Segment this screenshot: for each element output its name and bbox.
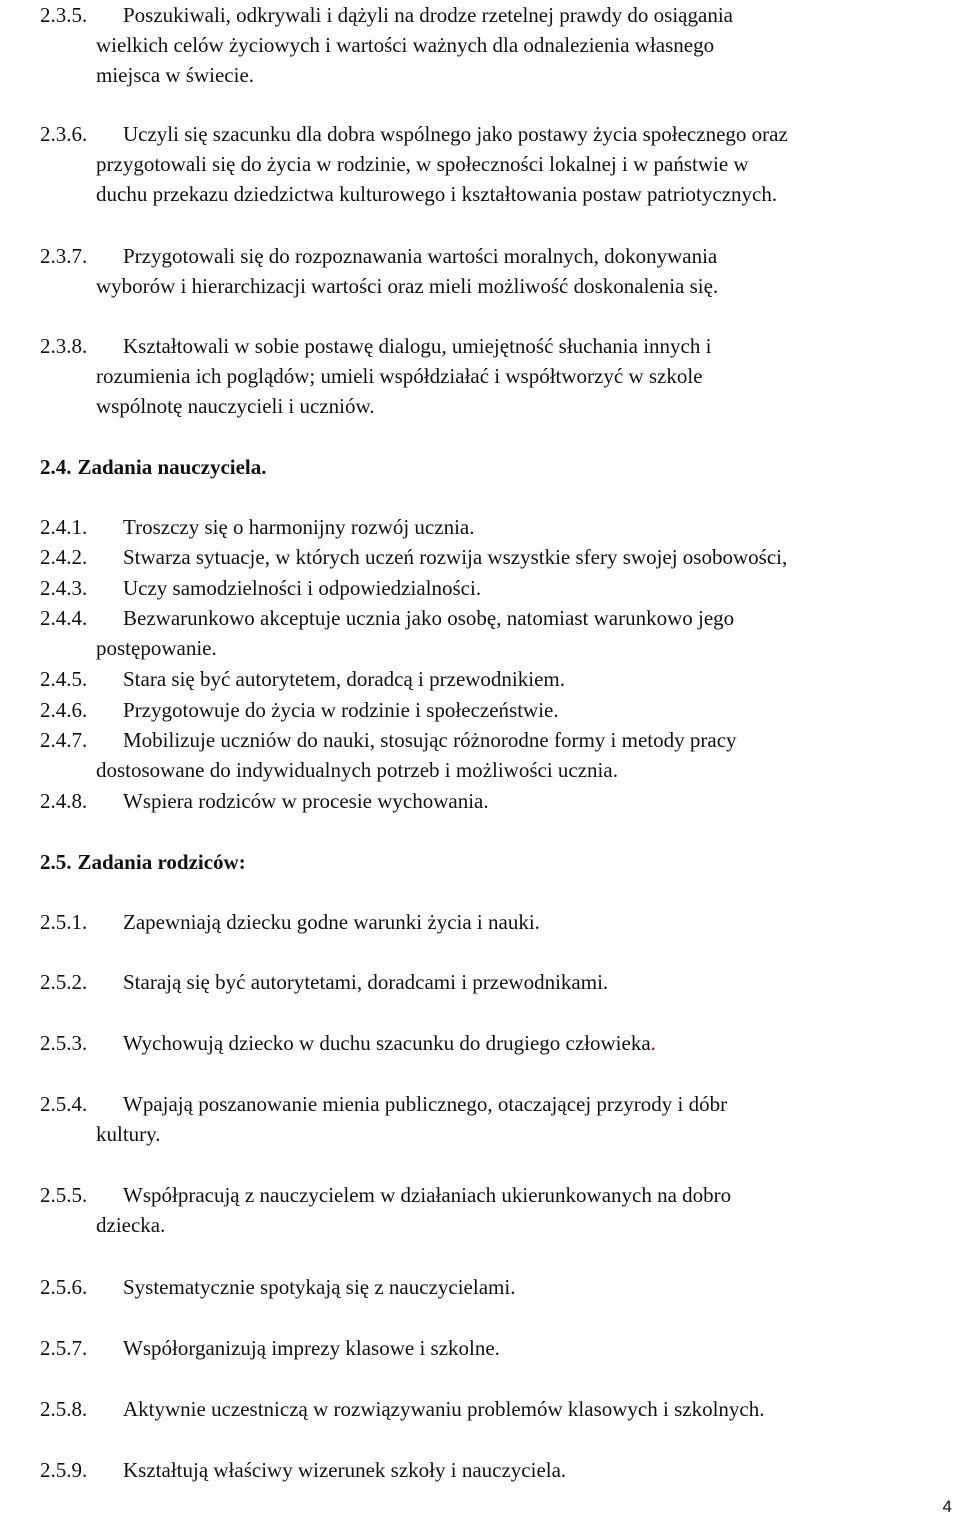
item-text: Uczyli się szacunku dla dobra wspólnego jako postawy życia społecznego oraz <box>123 122 788 146</box>
item-text: rozumienia ich poglądów; umieli współdziałać i współtworzyć w szkole <box>96 364 703 388</box>
item-number: 2.3.6. <box>40 122 88 146</box>
list-item <box>40 512 940 542</box>
item-number: 2.5.2. <box>40 970 88 994</box>
page-number: 4 <box>942 1497 952 1516</box>
section-number: 2.5. <box>40 850 72 874</box>
item-text-row <box>123 1028 940 1058</box>
list-item <box>40 331 940 421</box>
section-heading <box>40 847 246 877</box>
list-item <box>40 0 940 90</box>
item-text: Aktywnie uczestniczą w rozwiązywaniu problemów klasowych i szkolnych. <box>123 1397 765 1421</box>
item-text: Troszczy się o harmonijny rozwój ucznia. <box>123 515 475 539</box>
list-item <box>40 786 940 816</box>
item-text: Systematycznie spotykają się z nauczycielami. <box>123 1275 516 1299</box>
item-number: 2.4.7. <box>40 728 88 752</box>
item-number: 2.4.8. <box>40 789 88 813</box>
item-text: miejsca w świecie. <box>96 63 255 87</box>
item-text: Kształtują właściwy wizerunek szkoły i nauczyciela. <box>123 1458 567 1482</box>
list-item <box>40 603 940 663</box>
list-item <box>40 695 940 725</box>
section-title: Zadania rodziców: <box>77 850 246 874</box>
list-item <box>40 1272 940 1302</box>
item-text: Starają się być autorytetami, doradcami i przewodnikami. <box>123 970 609 994</box>
item-text: Przygotowuje do życia w rodzinie i społeczeństwie. <box>123 698 559 722</box>
item-text: wielkich celów życiowych i wartości ważnych dla odnalezienia własnego <box>96 33 715 57</box>
item-text: Przygotowali się do rozpoznawania wartości moralnych, dokonywania <box>123 244 718 268</box>
item-text: Mobilizuje uczniów do nauki, stosując różnorodne formy i metody pracy <box>123 728 737 752</box>
item-number: 2.4.6. <box>40 698 88 722</box>
item-number: 2.4.1. <box>40 515 88 539</box>
list-item <box>40 573 940 603</box>
list-item <box>40 1089 940 1149</box>
item-text: duchu przekazu dziedzictwa kulturowego i kształtowania postaw patriotycznych. <box>96 182 778 206</box>
item-text: dostosowane do indywidualnych potrzeb i możliwości ucznia. <box>96 758 618 782</box>
item-text: wspólnotę nauczycieli i uczniów. <box>96 394 375 418</box>
item-number: 2.5.6. <box>40 1275 88 1299</box>
list-item <box>40 1394 940 1424</box>
item-text: Wychowują dziecko w duchu szacunku do drugiego człowieka <box>123 1031 651 1055</box>
item-number: 2.4.5. <box>40 667 88 691</box>
item-text: Współpracują z nauczycielem w działaniach ukierunkowanych na dobro <box>123 1183 732 1207</box>
list-item <box>40 907 940 937</box>
item-text: Stwarza sytuacje, w których uczeń rozwija wszystkie sfery swojej osobowości, <box>123 545 788 569</box>
item-number: 2.4.2. <box>40 545 88 569</box>
list-item <box>40 119 940 209</box>
list-item <box>40 1028 940 1058</box>
item-text: Poszukiwali, odkrywali i dążyli na drodze rzetelnej prawdy do osiągania <box>123 3 733 27</box>
list-item <box>40 542 940 572</box>
list-item <box>40 1180 940 1240</box>
section-number: 2.4. <box>40 455 72 479</box>
item-number: 2.4.4. <box>40 606 88 630</box>
item-number: 2.5.3. <box>40 1031 88 1055</box>
list-item <box>40 241 940 301</box>
item-number: 2.5.7. <box>40 1336 88 1360</box>
item-number: 2.3.7. <box>40 244 88 268</box>
section-heading <box>40 452 267 482</box>
section-title: Zadania nauczyciela. <box>77 455 267 479</box>
item-number: 2.5.5. <box>40 1183 88 1207</box>
item-number: 2.3.5. <box>40 3 88 27</box>
item-text: przygotowali się do życia w rodzinie, w społeczności lokalnej i w państwie w <box>96 152 749 176</box>
item-text: Wpajają poszanowanie mienia publicznego, otaczającej przyrody i dóbr <box>123 1092 728 1116</box>
item-text: Kształtowali w sobie postawę dialogu, umiejętność słuchania innych i <box>123 334 712 358</box>
red-period: . <box>650 1031 656 1055</box>
item-number: 2.4.3. <box>40 576 88 600</box>
list-item <box>40 967 940 997</box>
list-item <box>40 1333 940 1363</box>
item-text: dziecka. <box>96 1213 166 1237</box>
item-text: Bezwarunkowo akceptuje ucznia jako osobę, natomiast warunkowo jego <box>123 606 735 630</box>
item-number: 2.5.4. <box>40 1092 88 1116</box>
item-number: 2.5.9. <box>40 1458 88 1482</box>
item-text: kultury. <box>96 1122 161 1146</box>
item-text: Uczy samodzielności i odpowiedzialności. <box>123 576 482 600</box>
item-text: wyborów i hierarchizacji wartości oraz mieli możliwość doskonalenia się. <box>96 274 719 298</box>
item-text: Stara się być autorytetem, doradcą i przewodnikiem. <box>123 667 566 691</box>
list-item <box>40 1455 940 1485</box>
list-item <box>40 664 940 694</box>
item-text: Wspiera rodziców w procesie wychowania. <box>123 789 489 813</box>
item-text: Współorganizują imprezy klasowe i szkolne. <box>123 1336 500 1360</box>
item-number: 2.5.1. <box>40 910 88 934</box>
item-text: postępowanie. <box>96 636 217 660</box>
item-text: Zapewniają dziecku godne warunki życia i nauki. <box>123 910 540 934</box>
list-item <box>40 725 940 785</box>
item-number: 2.3.8. <box>40 334 88 358</box>
item-number: 2.5.8. <box>40 1397 88 1421</box>
